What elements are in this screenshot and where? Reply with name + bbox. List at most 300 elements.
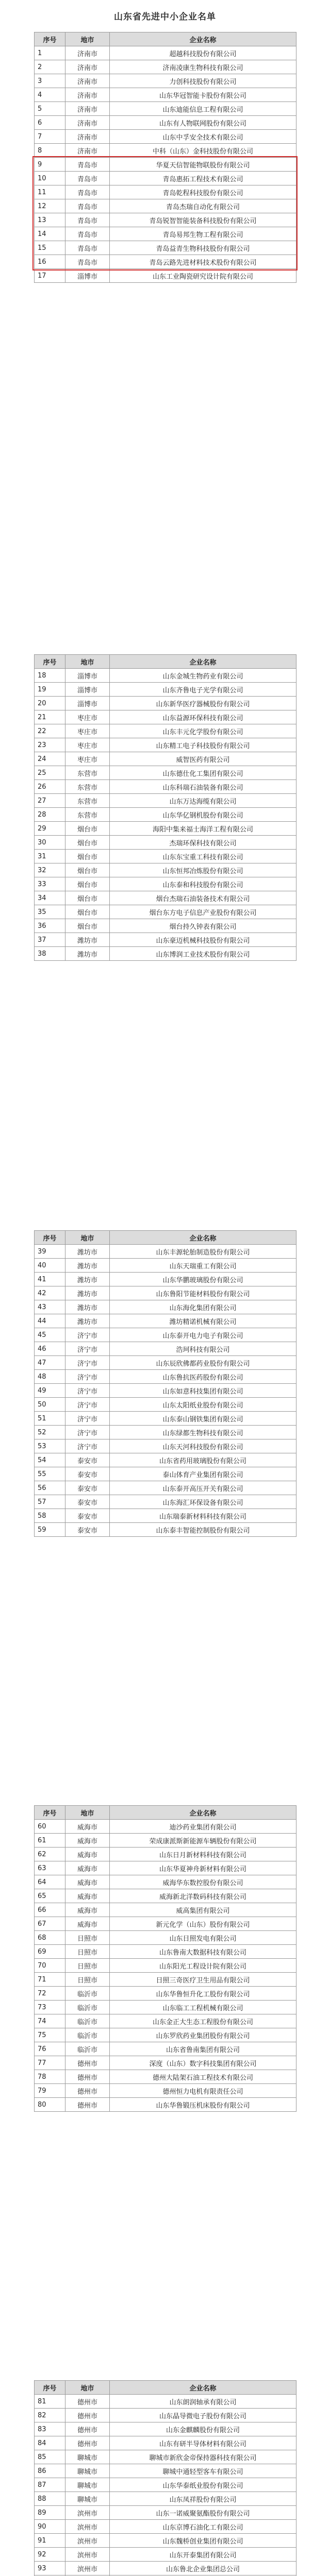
table-row <box>35 2028 296 2042</box>
cell-company: 山东阳光工程设计院有限公司 <box>110 1959 296 1973</box>
cell-city: 威海市 <box>65 1834 110 1848</box>
header-no: 序号 <box>35 2381 65 2395</box>
table-row <box>35 863 296 877</box>
cell-company: 杰瑞环保科技有限公司 <box>110 836 296 850</box>
cell-no: 29 <box>35 822 65 836</box>
cell-city: 济南市 <box>65 60 110 74</box>
cell-company: 山东万达海缆有限公司 <box>110 794 296 808</box>
cell-city: 威海市 <box>65 1861 110 1875</box>
table-row <box>35 1286 296 1300</box>
table-row <box>35 1453 296 1467</box>
table-row <box>35 2422 296 2436</box>
cell-company: 山东益源环保科技有限公司 <box>110 710 296 724</box>
cell-company: 海阳中集来福士海洋工程有限公司 <box>110 822 296 836</box>
cell-company: 迪沙药业集团有限公司 <box>110 1820 296 1834</box>
cell-city: 济宁市 <box>65 1384 110 1398</box>
table-row <box>35 1959 296 1973</box>
cell-no: 36 <box>35 919 65 933</box>
header-no: 序号 <box>35 1806 65 1820</box>
table-row <box>35 1467 296 1481</box>
cell-company: 威海华东数控股份有限公司 <box>110 1875 296 1889</box>
cell-no: 2 <box>35 60 65 74</box>
cell-no: 41 <box>35 1273 65 1286</box>
table-row <box>35 2450 296 2464</box>
header-name: 企业名称 <box>110 32 296 46</box>
table-row <box>35 172 296 185</box>
cell-city: 泰安市 <box>65 1523 110 1537</box>
table-row <box>35 1245 296 1259</box>
cell-city: 潍坊市 <box>65 1314 110 1328</box>
table-row <box>35 2084 296 2098</box>
cell-company: 荣成康派斯新能源车辆股份有限公司 <box>110 1834 296 1848</box>
page-title: 山东省先进中小企业名单 <box>114 12 216 22</box>
table-row <box>35 752 296 766</box>
cell-no: 12 <box>35 199 65 213</box>
cell-city: 烟台市 <box>65 863 110 877</box>
table-row <box>35 1314 296 1328</box>
cell-city: 烟台市 <box>65 822 110 836</box>
cell-company: 青岛惠拓工程技术有限公司 <box>110 172 296 185</box>
cell-city: 烟台市 <box>65 891 110 905</box>
cell-no: 26 <box>35 780 65 794</box>
table-row <box>35 1495 296 1509</box>
cell-city: 青岛市 <box>65 172 110 185</box>
cell-company: 山东丰元化学股份有限公司 <box>110 724 296 738</box>
table-row <box>35 1931 296 1945</box>
table-section <box>34 654 296 961</box>
table-row <box>35 255 296 269</box>
table-row <box>35 2520 296 2534</box>
cell-no: 71 <box>35 1973 65 1987</box>
header-city: 地市 <box>65 655 110 669</box>
cell-company: 新元化学（山东）股份有限公司 <box>110 1917 296 1931</box>
table-row <box>35 877 296 891</box>
cell-no: 28 <box>35 808 65 822</box>
cell-city: 临沂市 <box>65 2042 110 2056</box>
cell-company: 山东华亿钢机股份有限公司 <box>110 808 296 822</box>
cell-no: 18 <box>35 669 65 683</box>
cell-city: 青岛市 <box>65 199 110 213</box>
cell-city: 青岛市 <box>65 213 110 227</box>
table-row <box>35 2436 296 2450</box>
cell-no: 80 <box>35 2098 65 2112</box>
cell-no: 15 <box>35 241 65 255</box>
table-row <box>35 1509 296 1523</box>
table-row <box>35 1820 296 1834</box>
cell-city: 济南市 <box>65 102 110 116</box>
cell-city: 青岛市 <box>65 185 110 199</box>
table-row <box>35 710 296 724</box>
cell-no: 60 <box>35 1820 65 1834</box>
cell-city: 东营市 <box>65 808 110 822</box>
cell-company: 青岛乾程科技股份有限公司 <box>110 185 296 199</box>
header-no: 序号 <box>35 655 65 669</box>
cell-no: 91 <box>35 2534 65 2548</box>
cell-no: 58 <box>35 1509 65 1523</box>
cell-no: 68 <box>35 1931 65 1945</box>
cell-company: 山东华冠智能卡股份有限公司 <box>110 88 296 102</box>
cell-company: 山东德仕化工集团有限公司 <box>110 766 296 780</box>
cell-no: 32 <box>35 863 65 877</box>
cell-company: 山东金城生物药业有限公司 <box>110 669 296 683</box>
cell-company: 山东华鹏玻璃股份有限公司 <box>110 1273 296 1286</box>
cell-company: 山东华鲁锻压机床股份有限公司 <box>110 2098 296 2112</box>
cell-no: 11 <box>35 185 65 199</box>
cell-company: 山东绿都生物科技有限公司 <box>110 1426 296 1439</box>
cell-no: 55 <box>35 1467 65 1481</box>
cell-city: 威海市 <box>65 1917 110 1931</box>
table-row <box>35 905 296 919</box>
cell-company: 山东有人物联网股份有限公司 <box>110 116 296 130</box>
table-row <box>35 1861 296 1875</box>
cell-no: 16 <box>35 255 65 269</box>
table-row <box>35 1273 296 1286</box>
cell-company: 青岛易邦生物工程有限公司 <box>110 227 296 241</box>
table-row <box>35 1523 296 1537</box>
table-row <box>35 102 296 116</box>
cell-no: 38 <box>35 947 65 961</box>
table-row <box>35 2001 296 2014</box>
cell-city: 临沂市 <box>65 2001 110 2014</box>
table-row <box>35 46 296 60</box>
cell-city: 枣庄市 <box>65 738 110 752</box>
table-row <box>35 1412 296 1426</box>
cell-city: 青岛市 <box>65 255 110 269</box>
cell-no: 5 <box>35 102 65 116</box>
cell-city: 威海市 <box>65 1875 110 1889</box>
table-section <box>34 1805 296 2112</box>
cell-city: 枣庄市 <box>65 752 110 766</box>
header-name: 企业名称 <box>110 1806 296 1820</box>
cell-company: 山东天瑞重工有限公司 <box>110 1259 296 1273</box>
cell-company: 山东迪能信息工程有限公司 <box>110 102 296 116</box>
cell-no: 72 <box>35 1987 65 2001</box>
cell-company: 山东省鲁南集团有限公司 <box>110 2042 296 2056</box>
cell-city: 青岛市 <box>65 158 110 172</box>
cell-company: 烟台持久钟表有限公司 <box>110 919 296 933</box>
table-row <box>35 213 296 227</box>
cell-city: 济宁市 <box>65 1342 110 1356</box>
cell-company: 山东晶导微电子股份有限公司 <box>110 2409 296 2422</box>
cell-city: 德州市 <box>65 2098 110 2112</box>
cell-no: 50 <box>35 1398 65 1412</box>
cell-company: 山东泰开电力电子有限公司 <box>110 1328 296 1342</box>
table-row <box>35 1300 296 1314</box>
cell-company: 威高集团有限公司 <box>110 1903 296 1917</box>
table-row <box>35 2409 296 2422</box>
table-section <box>34 2380 296 2576</box>
header-name: 企业名称 <box>110 655 296 669</box>
table-row <box>35 2478 296 2492</box>
cell-no: 24 <box>35 752 65 766</box>
cell-city: 聊城市 <box>65 2464 110 2478</box>
cell-no: 9 <box>35 158 65 172</box>
cell-company: 山东朗润轴承有限公司 <box>110 2395 296 2409</box>
cell-city: 潍坊市 <box>65 1245 110 1259</box>
cell-no: 20 <box>35 697 65 710</box>
cell-company: 山东日照发电有限公司 <box>110 1931 296 1945</box>
cell-no: 22 <box>35 724 65 738</box>
cell-city: 潍坊市 <box>65 1259 110 1273</box>
table-row <box>35 1987 296 2001</box>
cell-no: 30 <box>35 836 65 850</box>
cell-no: 74 <box>35 2014 65 2028</box>
cell-company: 山东凤祥股份有限公司 <box>110 2492 296 2506</box>
cell-city: 烟台市 <box>65 850 110 863</box>
cell-company: 青岛杰瑞自动化有限公司 <box>110 199 296 213</box>
cell-city: 临沂市 <box>65 1987 110 2001</box>
cell-company: 山东瑞泰新材料科技有限公司 <box>110 1509 296 1523</box>
header-city: 地市 <box>65 2381 110 2395</box>
cell-company: 山东日月新材料科技有限公司 <box>110 1848 296 1861</box>
cell-company: 山东有研半导体材料有限公司 <box>110 2436 296 2450</box>
cell-company: 山东华鲁恒升化工股份有限公司 <box>110 1987 296 2001</box>
cell-no: 82 <box>35 2409 65 2422</box>
table-row <box>35 1426 296 1439</box>
cell-company: 山东恒邦冶炼股份有限公司 <box>110 863 296 877</box>
cell-no: 17 <box>35 269 65 283</box>
cell-no: 93 <box>35 2562 65 2575</box>
cell-no: 89 <box>35 2506 65 2520</box>
cell-no: 53 <box>35 1439 65 1453</box>
company-table <box>34 32 296 283</box>
table-row <box>35 269 296 283</box>
table-row <box>35 1398 296 1412</box>
cell-no: 3 <box>35 74 65 88</box>
cell-city: 青岛市 <box>65 241 110 255</box>
cell-company: 山东金麒麟股份有限公司 <box>110 2422 296 2436</box>
company-table <box>34 2380 296 2576</box>
cell-company: 山东泰开高压开关有限公司 <box>110 1481 296 1495</box>
cell-city: 德州市 <box>65 2395 110 2409</box>
cell-company: 中科（山东）金科技股份有限公司 <box>110 144 296 158</box>
cell-company: 烟台东方电子信息产业股份有限公司 <box>110 905 296 919</box>
table-row <box>35 2042 296 2056</box>
table-row <box>35 2395 296 2409</box>
cell-no: 78 <box>35 2070 65 2084</box>
cell-no: 14 <box>35 227 65 241</box>
cell-no: 88 <box>35 2492 65 2506</box>
cell-company: 山东泰和科技股份有限公司 <box>110 877 296 891</box>
cell-city: 潍坊市 <box>65 947 110 961</box>
cell-city: 德州市 <box>65 2070 110 2084</box>
cell-company: 山东泰山钢铁集团有限公司 <box>110 1412 296 1426</box>
cell-no: 65 <box>35 1889 65 1903</box>
cell-city: 济南市 <box>65 88 110 102</box>
cell-company: 山东豪迈机械科技股份有限公司 <box>110 933 296 947</box>
cell-city: 滨州市 <box>65 2520 110 2534</box>
cell-no: 39 <box>35 1245 65 1259</box>
cell-city: 淄博市 <box>65 269 110 283</box>
cell-no: 83 <box>35 2422 65 2436</box>
company-table <box>34 654 296 961</box>
cell-company: 华夏天信智能物联股份有限公司 <box>110 158 296 172</box>
cell-no: 40 <box>35 1259 65 1273</box>
cell-city: 东营市 <box>65 780 110 794</box>
table-row <box>35 1328 296 1342</box>
cell-company: 山东海汇环保设备有限公司 <box>110 1495 296 1509</box>
table-row <box>35 683 296 697</box>
cell-company: 山东京博石油化工有限公司 <box>110 2520 296 2534</box>
cell-company: 山东海化集团有限公司 <box>110 1300 296 1314</box>
cell-no: 25 <box>35 766 65 780</box>
table-row <box>35 241 296 255</box>
table-row <box>35 2014 296 2028</box>
header-city: 地市 <box>65 32 110 46</box>
cell-no: 86 <box>35 2464 65 2478</box>
table-row <box>35 74 296 88</box>
cell-city: 淄博市 <box>65 669 110 683</box>
cell-no: 6 <box>35 116 65 130</box>
cell-city: 东营市 <box>65 766 110 780</box>
header-name: 企业名称 <box>110 1231 296 1245</box>
cell-city: 济南市 <box>65 74 110 88</box>
cell-company: 山东省药用玻璃股份有限公司 <box>110 1453 296 1467</box>
table-row <box>35 1834 296 1848</box>
cell-city: 滨州市 <box>65 2534 110 2548</box>
cell-no: 56 <box>35 1481 65 1495</box>
table-header-row <box>35 32 296 46</box>
cell-company: 青岛益青生物科技股份有限公司 <box>110 241 296 255</box>
cell-company: 泰山体育产业集团有限公司 <box>110 1467 296 1481</box>
cell-city: 临沂市 <box>65 2014 110 2028</box>
cell-city: 德州市 <box>65 2409 110 2422</box>
cell-city: 德州市 <box>65 2084 110 2098</box>
cell-company: 山东开泰集团有限公司 <box>110 2548 296 2562</box>
cell-no: 85 <box>35 2450 65 2464</box>
cell-no: 92 <box>35 2548 65 2562</box>
cell-company: 山东金正大生态工程股份有限公司 <box>110 2014 296 2028</box>
table-row <box>35 808 296 822</box>
cell-company: 济南凌康生物科技有限公司 <box>110 60 296 74</box>
cell-no: 10 <box>35 172 65 185</box>
table-row <box>35 850 296 863</box>
table-row <box>35 738 296 752</box>
cell-company: 山东罗欣药业集团股份有限公司 <box>110 2028 296 2042</box>
table-row <box>35 1875 296 1889</box>
table-row <box>35 227 296 241</box>
table-row <box>35 1356 296 1370</box>
cell-city: 聊城市 <box>65 2450 110 2464</box>
cell-no: 52 <box>35 1426 65 1439</box>
cell-no: 34 <box>35 891 65 905</box>
cell-no: 43 <box>35 1300 65 1314</box>
table-row <box>35 1848 296 1861</box>
cell-company: 山东太阳纸业股份有限公司 <box>110 1398 296 1412</box>
cell-company: 聊城中通轻型客车有限公司 <box>110 2464 296 2478</box>
cell-city: 东营市 <box>65 794 110 808</box>
cell-company: 山东华夏神舟新材料有限公司 <box>110 1861 296 1875</box>
cell-no: 42 <box>35 1286 65 1300</box>
table-row <box>35 199 296 213</box>
cell-city: 威海市 <box>65 1848 110 1861</box>
cell-city: 泰安市 <box>65 1509 110 1523</box>
cell-city: 淄博市 <box>65 697 110 710</box>
cell-city: 青岛市 <box>65 227 110 241</box>
table-row <box>35 697 296 710</box>
table-row <box>35 60 296 74</box>
table-row <box>35 158 296 172</box>
cell-company: 山东丰源轮胎制造股份有限公司 <box>110 1245 296 1259</box>
cell-company: 德州恒力电机有限责任公司 <box>110 2084 296 2098</box>
cell-company: 浩珂科技有限公司 <box>110 1342 296 1356</box>
cell-company: 日照三奇医疗卫生用品有限公司 <box>110 1973 296 1987</box>
table-row <box>35 1370 296 1384</box>
cell-no: 8 <box>35 144 65 158</box>
cell-city: 滨州市 <box>65 2506 110 2520</box>
cell-company: 山东科瑞石油装备有限公司 <box>110 780 296 794</box>
cell-city: 济南市 <box>65 130 110 144</box>
cell-city: 烟台市 <box>65 877 110 891</box>
cell-city: 泰安市 <box>65 1467 110 1481</box>
table-row <box>35 1889 296 1903</box>
cell-no: 63 <box>35 1861 65 1875</box>
table-row <box>35 2464 296 2478</box>
cell-no: 44 <box>35 1314 65 1328</box>
cell-city: 济南市 <box>65 144 110 158</box>
cell-no: 51 <box>35 1412 65 1426</box>
cell-company: 山东齐鲁电子光学有限公司 <box>110 683 296 697</box>
cell-company: 山东工业陶瓷研究设计院有限公司 <box>110 269 296 283</box>
table-row <box>35 919 296 933</box>
cell-no: 69 <box>35 1945 65 1959</box>
cell-city: 潍坊市 <box>65 933 110 947</box>
cell-company: 超越科技股份有限公司 <box>110 46 296 60</box>
table-row <box>35 1439 296 1453</box>
cell-no: 77 <box>35 2056 65 2070</box>
cell-city: 济宁市 <box>65 1370 110 1384</box>
table-row <box>35 1945 296 1959</box>
cell-no: 87 <box>35 2478 65 2492</box>
header-name: 企业名称 <box>110 2381 296 2395</box>
cell-company: 山东天河科技股份有限公司 <box>110 1439 296 1453</box>
cell-no: 84 <box>35 2436 65 2450</box>
cell-company: 山东临工工程机械有限公司 <box>110 2001 296 2014</box>
cell-no: 59 <box>35 1523 65 1537</box>
cell-no: 46 <box>35 1342 65 1356</box>
table-row <box>35 794 296 808</box>
table-row <box>35 822 296 836</box>
cell-company: 烟台杰瑞石油装备技术有限公司 <box>110 891 296 905</box>
cell-company: 山东精工电子科技股份有限公司 <box>110 738 296 752</box>
table-row <box>35 766 296 780</box>
cell-city: 济宁市 <box>65 1412 110 1426</box>
cell-company: 山东鲁抗医药股份有限公司 <box>110 1370 296 1384</box>
cell-city: 济南市 <box>65 46 110 60</box>
cell-city: 潍坊市 <box>65 1300 110 1314</box>
cell-company: 山东鲁北企业集团总公司 <box>110 2562 296 2575</box>
table-row <box>35 2548 296 2562</box>
cell-city: 威海市 <box>65 1889 110 1903</box>
table-row <box>35 1903 296 1917</box>
cell-no: 66 <box>35 1903 65 1917</box>
cell-city: 泰安市 <box>65 1453 110 1467</box>
table-section <box>34 32 296 283</box>
cell-no: 7 <box>35 130 65 144</box>
cell-no: 90 <box>35 2520 65 2534</box>
cell-city: 威海市 <box>65 1820 110 1834</box>
cell-company: 力创科技股份有限公司 <box>110 74 296 88</box>
cell-city: 枣庄市 <box>65 710 110 724</box>
table-row <box>35 836 296 850</box>
table-header-row <box>35 1231 296 1245</box>
table-row <box>35 947 296 961</box>
cell-company: 山东博润工业技术股份有限公司 <box>110 947 296 961</box>
cell-city: 滨州市 <box>65 2548 110 2562</box>
table-row <box>35 2056 296 2070</box>
table-row <box>35 185 296 199</box>
cell-company: 山东辰欣佛都药业股份有限公司 <box>110 1356 296 1370</box>
